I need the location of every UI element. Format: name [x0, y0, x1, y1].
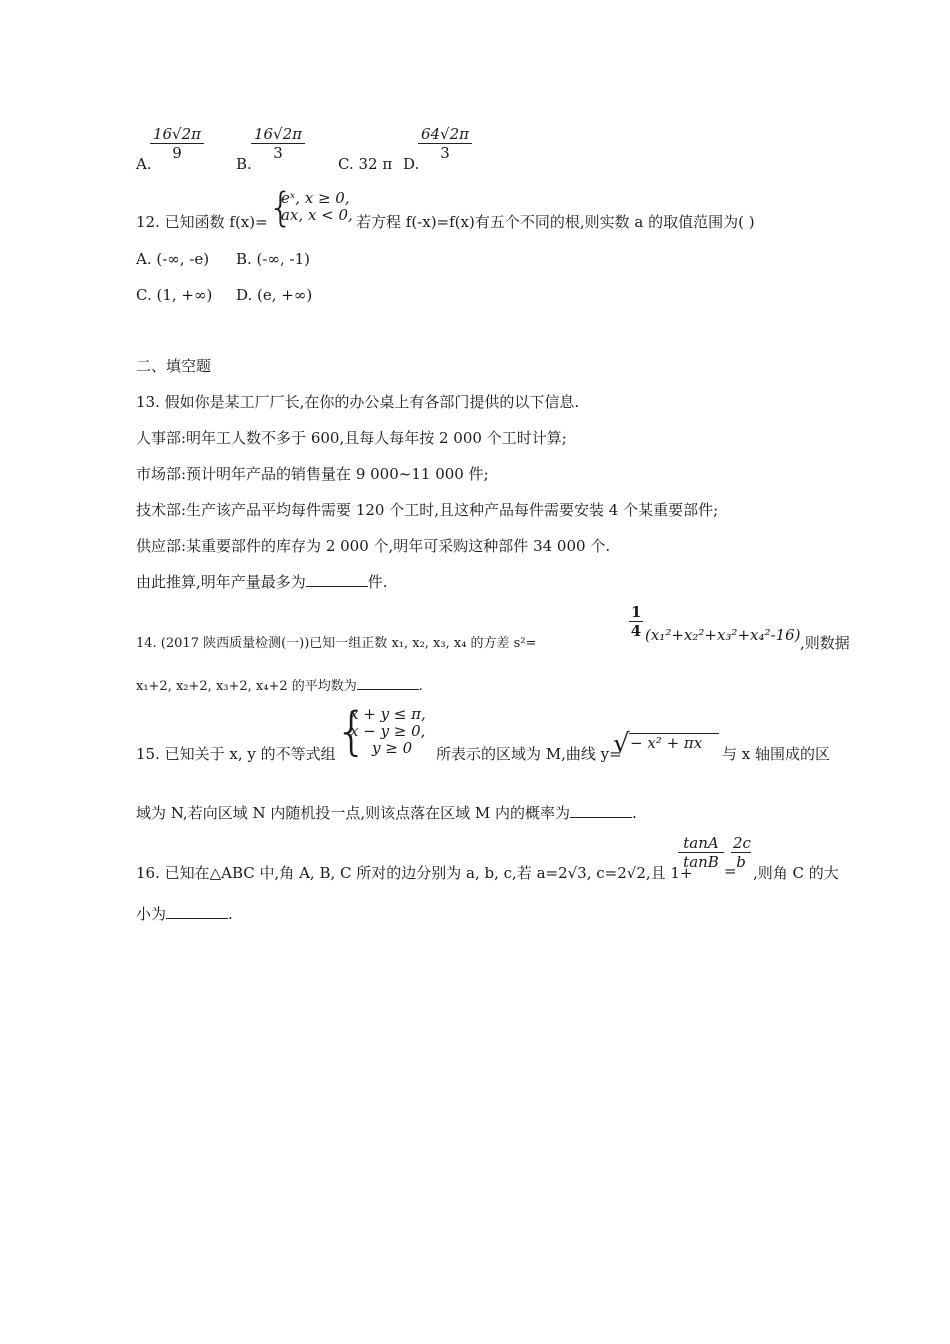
q13-line-2: 人事部:明年工人数不多于 600,且每人每年按 2 000 个工时计算;	[136, 429, 567, 447]
q11-option-a-fraction	[150, 125, 204, 162]
q11-option-c: C. 32 π	[338, 155, 393, 173]
q15-inequality-3: y ≥ 0	[372, 739, 413, 757]
q16-stem-suffix: ,则角 C 的大	[753, 864, 839, 882]
q13-line-6-end: 件.	[367, 573, 388, 591]
q13-answer-blank	[306, 572, 368, 587]
q14-line-2-text: x₁+2, x₂+2, x₃+2, x₄+2 的平均数为	[136, 679, 357, 694]
q15-stem-mid: 所表示的区域为 M,曲线 y=	[436, 745, 622, 763]
q11-option-b-fraction	[251, 125, 305, 162]
q13-line-5: 供应部:某重要部件的库存为 2 000 个,明年可采购这种部件 34 000 个.	[136, 537, 611, 555]
q15-line-2-end: .	[632, 804, 637, 822]
q11-option-b-label: B.	[236, 155, 252, 173]
q11-option-d-fraction	[418, 125, 472, 162]
q16-stem-prefix: 16. 已知在△ABC 中,角 A, B, C 所对的边分别为 a, b, c,若 a=2√3, c=2√2,且 1+	[136, 864, 693, 882]
q14-line-2	[136, 675, 423, 694]
q14-fraction	[629, 603, 643, 640]
q16-fraction-1-numerator: tanA	[683, 834, 719, 852]
q15-line-2	[136, 802, 637, 823]
q15-radical-icon: √	[613, 729, 630, 759]
q13-line-4: 技术部:生产该产品平均每件需要 120 个工时,且这种产品每件需要安装 4 个某重要部件;	[136, 501, 719, 519]
q14-answer-blank	[357, 675, 419, 690]
q11-option-a-denominator: 9	[172, 144, 182, 162]
q16-fraction-2	[731, 834, 751, 871]
q12-brace-icon: {	[268, 185, 294, 231]
q12-option-a: A. (-∞, -e)	[136, 250, 210, 268]
q15-inequality-2: x − y ≥ 0,	[350, 722, 426, 740]
q14-expression: (x₁²+x₂²+x₃²+x₄²-16)	[645, 626, 801, 644]
q15-answer-blank	[570, 803, 632, 818]
q11-option-d-denominator: 3	[440, 144, 450, 162]
q13-line-6-text: 由此推算,明年产量最多为	[136, 573, 306, 591]
q13-line-1: 13. 假如你是某工厂厂长,在你的办公桌上有各部门提供的以下信息.	[136, 393, 580, 411]
q15-stem-suffix: 与 x 轴围成的区	[722, 745, 830, 763]
q16-line-2-end: .	[228, 905, 233, 923]
q16-equals: =	[724, 862, 737, 880]
q14-stem-suffix: ,则数据	[800, 634, 850, 652]
q11-option-a-numerator: 16√2π	[152, 125, 202, 143]
q14-stem-prefix: 14. (2017 陕西质量检测(一))已知一组正数 x₁, x₂, x₃, x₄ 的方差 s²=	[136, 636, 537, 651]
q12-option-b: B. (-∞, -1)	[236, 250, 310, 268]
q14-fraction-denominator: 4	[630, 622, 642, 640]
q12-option-c: C. (1, +∞)	[136, 286, 213, 304]
q11-option-a-label: A.	[136, 155, 152, 173]
q16-fraction-2-numerator: 2c	[733, 834, 751, 852]
q16-answer-blank	[166, 904, 228, 919]
q13-line-6	[136, 571, 388, 592]
q11-option-d-numerator: 64√2π	[420, 125, 470, 143]
q15-brace-icon: {	[335, 702, 369, 762]
section-title: 二、填空题	[136, 357, 212, 375]
q14-line-2-end: .	[418, 679, 423, 694]
q15-line-2-text: 域为 N,若向区域 N 内随机投一点,则该点落在区域 M 内的概率为	[136, 804, 571, 822]
q11-option-b-numerator: 16√2π	[253, 125, 303, 143]
q11-option-d-label: D.	[403, 155, 420, 173]
q15-radicand: − x² + πx	[629, 733, 719, 752]
q11-option-b-denominator: 3	[273, 144, 283, 162]
q16-fraction-1	[678, 834, 724, 871]
q16-fraction-1-denominator: tanB	[683, 853, 719, 871]
q16-fraction-2-denominator: b	[736, 853, 746, 871]
q12-stem-suffix: 若方程 f(-x)=f(x)有五个不同的根,则实数 a 的取值范围为( )	[356, 213, 755, 231]
q16-line-2-text: 小为	[136, 905, 167, 923]
q16-line-2	[136, 903, 233, 924]
q12-case-1: eˣ, x ≥ 0,	[281, 189, 350, 207]
q12-stem-prefix: 12. 已知函数 f(x)=	[136, 213, 268, 231]
q13-line-3: 市场部:预计明年产品的销售量在 9 000~11 000 件;	[136, 465, 489, 483]
q12-option-d: D. (e, +∞)	[236, 286, 313, 304]
q12-case-2: ax, x < 0,	[281, 206, 353, 224]
q15-inequality-1: x + y ≤ π,	[350, 705, 426, 723]
q15-stem-prefix: 15. 已知关于 x, y 的不等式组	[136, 745, 336, 763]
q14-fraction-numerator: 1	[631, 603, 642, 621]
